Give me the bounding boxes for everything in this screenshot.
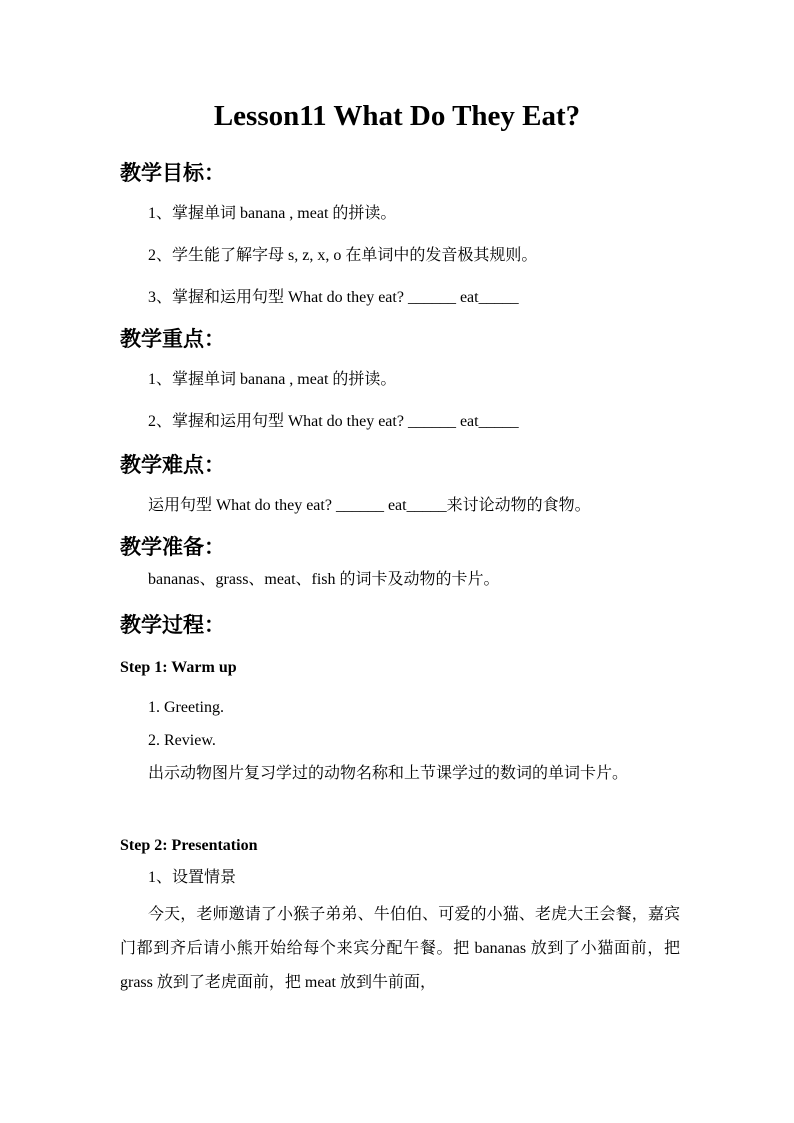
difficulties-text: 运用句型 What do they eat? ______ eat_____来讨论动物的食物。 — [148, 497, 591, 514]
step2-title: Step 2: Presentation — [120, 837, 258, 854]
step2-paragraph: 今天，老师邀请了小猴子弟弟、牛伯伯、可爱的小猫、老虎大王会餐，嘉宾门都到齐后请小熊开始给每个来宾分配午餐。把 bananas 放到了小猫面前，把 grass 放到了老虎面前，把 meat 放到牛前面， — [120, 906, 680, 991]
step2-sub-heading: 1、设置情景 — [148, 869, 237, 886]
key-point-item-1: 1、掌握单词 banana , meat 的拼读。 — [148, 371, 397, 388]
step1-title: Step 1: Warm up — [120, 659, 237, 676]
key-points-heading: 教学重点： — [120, 327, 225, 351]
goal-item-2: 2、学生能了解字母 s, z, x, o 在单词中的发音极其规则。 — [148, 247, 538, 264]
preparation-text: bananas、grass、meat、fish 的词卡及动物的卡片。 — [148, 571, 500, 588]
page-title: Lesson11 What Do They Eat? — [213, 100, 581, 132]
difficulties-heading: 教学难点： — [120, 453, 225, 477]
step1-item-2: 2. Review. — [148, 732, 216, 749]
process-heading: 教学过程： — [120, 613, 225, 637]
goals-heading: 教学目标： — [120, 161, 225, 185]
goal-item-3: 3、掌握和运用句型 What do they eat? ______ eat_____ — [148, 289, 519, 306]
goal-item-1: 1、掌握单词 banana , meat 的拼读。 — [148, 205, 397, 222]
step1-item-1: 1. Greeting. — [148, 699, 224, 716]
step1-paragraph: 出示动物图片复习学过的动物名称和上节课学过的数词的单词卡片。 — [148, 765, 629, 782]
preparation-heading: 教学准备： — [120, 535, 225, 559]
key-point-item-2: 2、掌握和运用句型 What do they eat? ______ eat_____ — [148, 413, 519, 430]
